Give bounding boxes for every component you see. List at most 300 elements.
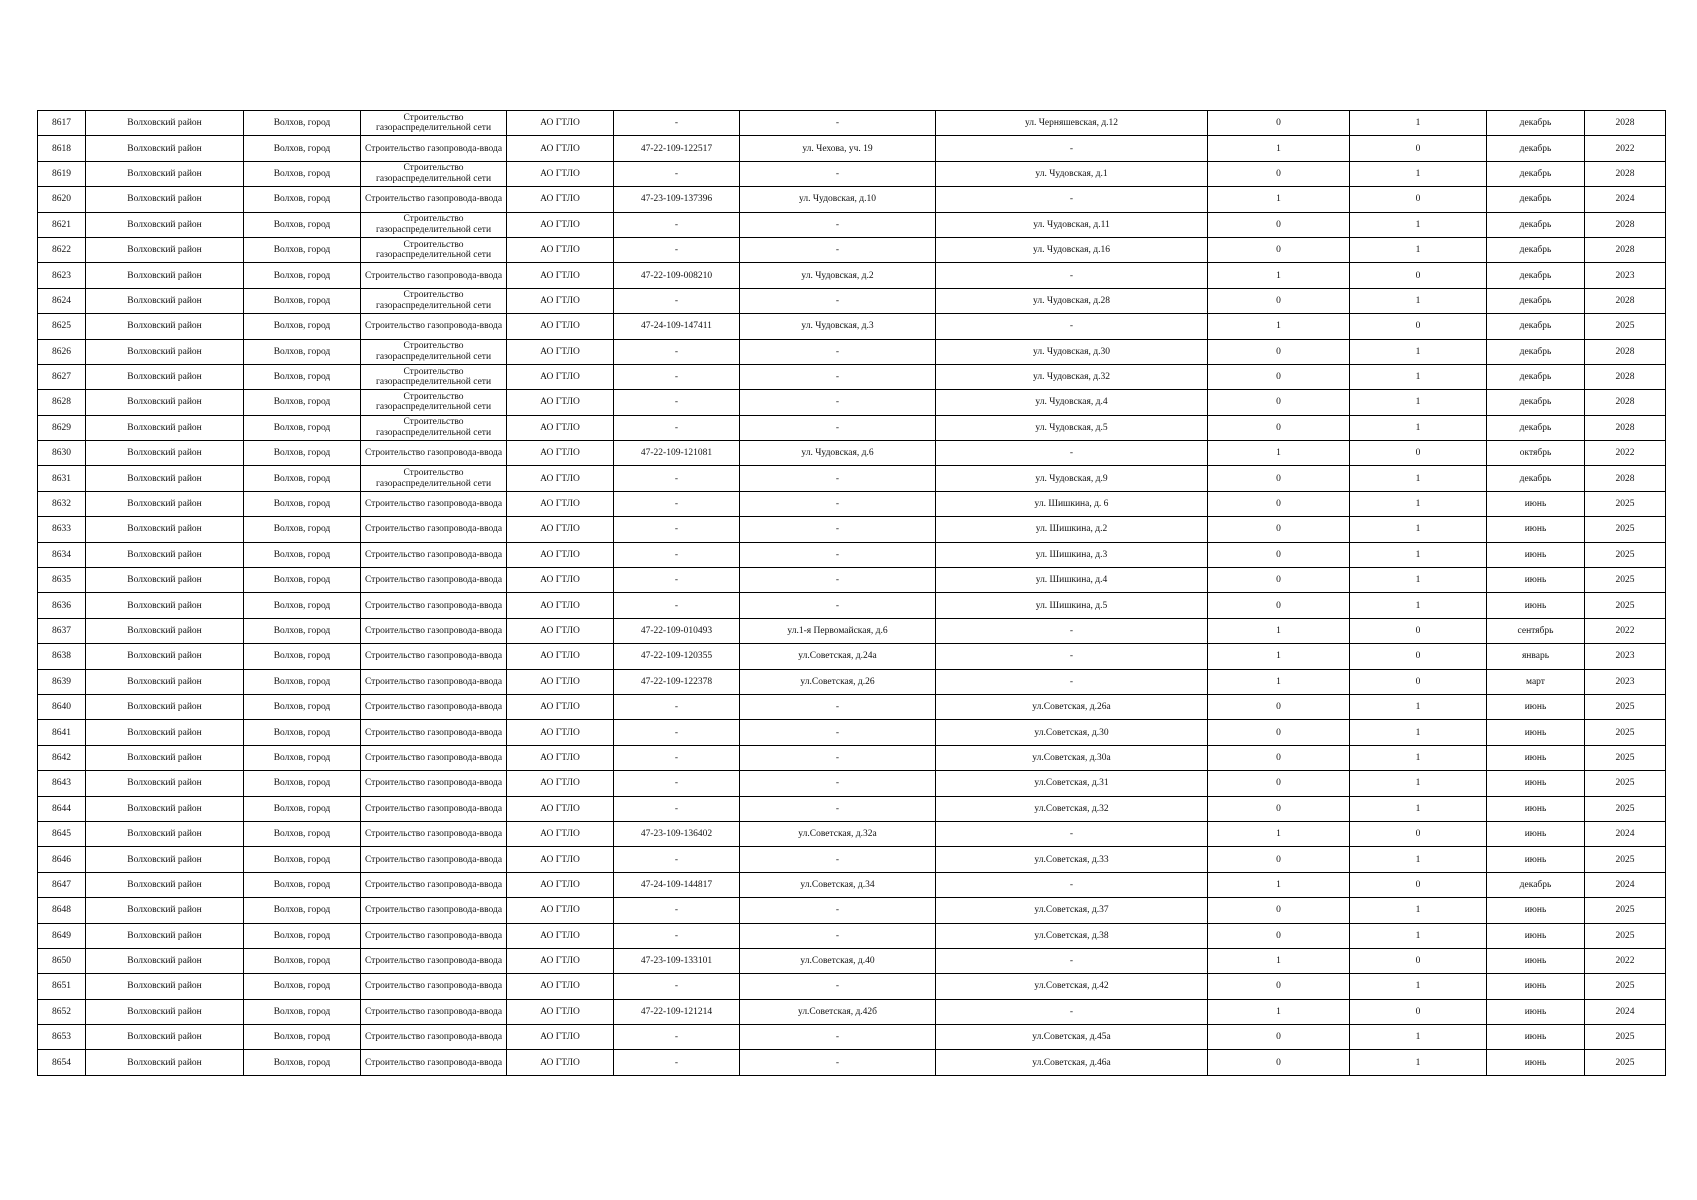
year-cell: 2024 (1585, 821, 1666, 846)
address-cell: - (740, 111, 936, 136)
row-number-cell: 8642 (38, 745, 86, 770)
count-planned-cell: 1 (1350, 390, 1487, 415)
planned-address-cell: - (936, 618, 1208, 643)
address-cell: - (740, 237, 936, 262)
planned-address-cell: ул.Советская, д.26а (936, 694, 1208, 719)
cadastral-number-cell: 47-23-109-133101 (614, 948, 740, 973)
address-cell: - (740, 796, 936, 821)
city-cell: Волхов, город (244, 263, 361, 288)
address-cell: - (740, 898, 936, 923)
cadastral-number-cell: - (614, 415, 740, 440)
organization-cell: АО ГТЛО (507, 568, 614, 593)
work-type-cell: Строительство газопровода-ввода (361, 999, 507, 1024)
address-cell: ул.Советская, д.40 (740, 948, 936, 973)
district-cell: Волховский район (86, 745, 244, 770)
address-cell: - (740, 491, 936, 516)
cadastral-number-cell: - (614, 517, 740, 542)
city-cell: Волхов, город (244, 111, 361, 136)
city-cell: Волхов, город (244, 187, 361, 212)
organization-cell: АО ГТЛО (507, 898, 614, 923)
planned-address-cell: ул.Советская, д.42 (936, 974, 1208, 999)
row-number-cell: 8638 (38, 644, 86, 669)
count-planned-cell: 0 (1350, 948, 1487, 973)
table-row (38, 1025, 1666, 1050)
district-cell: Волховский район (86, 948, 244, 973)
work-type-cell: Строительство газопровода-ввода (361, 948, 507, 973)
table-row (38, 694, 1666, 719)
district-cell: Волховский район (86, 237, 244, 262)
year-cell: 2028 (1585, 237, 1666, 262)
year-cell: 2025 (1585, 568, 1666, 593)
year-cell: 2028 (1585, 390, 1666, 415)
row-number-cell: 8631 (38, 466, 86, 491)
organization-cell: АО ГТЛО (507, 644, 614, 669)
planned-address-cell: - (936, 872, 1208, 897)
address-cell: ул. Чехова, уч. 19 (740, 136, 936, 161)
month-cell: декабрь (1487, 136, 1585, 161)
planned-address-cell: - (936, 263, 1208, 288)
month-cell: декабрь (1487, 364, 1585, 389)
month-cell: декабрь (1487, 237, 1585, 262)
planned-address-cell: ул. Чудовская, д.16 (936, 237, 1208, 262)
count-planned-cell: 1 (1350, 466, 1487, 491)
cadastral-number-cell: - (614, 161, 740, 186)
work-type-cell: Строительство газопровода-ввода (361, 796, 507, 821)
count-existing-cell: 0 (1208, 339, 1350, 364)
count-existing-cell: 0 (1208, 415, 1350, 440)
city-cell: Волхов, город (244, 923, 361, 948)
cadastral-number-cell: - (614, 364, 740, 389)
count-planned-cell: 1 (1350, 542, 1487, 567)
row-number-cell: 8650 (38, 948, 86, 973)
month-cell: март (1487, 669, 1585, 694)
work-type-cell: Строительство газопровода-ввода (361, 491, 507, 516)
address-cell: - (740, 542, 936, 567)
organization-cell: АО ГТЛО (507, 542, 614, 567)
count-existing-cell: 1 (1208, 618, 1350, 643)
district-cell: Волховский район (86, 644, 244, 669)
year-cell: 2024 (1585, 187, 1666, 212)
organization-cell: АО ГТЛО (507, 694, 614, 719)
address-cell: ул. Чудовская, д.10 (740, 187, 936, 212)
address-cell: - (740, 212, 936, 237)
planned-address-cell: ул.Советская, д.33 (936, 847, 1208, 872)
address-cell: - (740, 415, 936, 440)
year-cell: 2022 (1585, 136, 1666, 161)
organization-cell: АО ГТЛО (507, 948, 614, 973)
work-type-cell: Строительство газопровода-ввода (361, 720, 507, 745)
city-cell: Волхов, город (244, 847, 361, 872)
planned-address-cell: - (936, 187, 1208, 212)
row-number-cell: 8643 (38, 771, 86, 796)
table-row (38, 390, 1666, 415)
table-row (38, 441, 1666, 466)
city-cell: Волхов, город (244, 593, 361, 618)
organization-cell: АО ГТЛО (507, 263, 614, 288)
address-cell: - (740, 161, 936, 186)
count-planned-cell: 1 (1350, 568, 1487, 593)
count-planned-cell: 1 (1350, 212, 1487, 237)
month-cell: июнь (1487, 542, 1585, 567)
count-planned-cell: 1 (1350, 111, 1487, 136)
city-cell: Волхов, город (244, 1050, 361, 1075)
cadastral-number-cell: - (614, 390, 740, 415)
count-planned-cell: 1 (1350, 161, 1487, 186)
table-row (38, 263, 1666, 288)
organization-cell: АО ГТЛО (507, 212, 614, 237)
address-cell: ул. Чудовская, д.2 (740, 263, 936, 288)
count-planned-cell: 0 (1350, 999, 1487, 1024)
count-planned-cell: 1 (1350, 517, 1487, 542)
month-cell: июнь (1487, 974, 1585, 999)
month-cell: июнь (1487, 593, 1585, 618)
cadastral-number-cell: - (614, 339, 740, 364)
year-cell: 2025 (1585, 898, 1666, 923)
city-cell: Волхов, город (244, 1025, 361, 1050)
month-cell: декабрь (1487, 161, 1585, 186)
organization-cell: АО ГТЛО (507, 847, 614, 872)
row-number-cell: 8647 (38, 872, 86, 897)
address-cell: ул.Советская, д.32а (740, 821, 936, 846)
count-planned-cell: 1 (1350, 1025, 1487, 1050)
work-type-cell: Строительство газопровода-ввода (361, 872, 507, 897)
city-cell: Волхов, город (244, 872, 361, 897)
planned-address-cell: ул.Советская, д.45а (936, 1025, 1208, 1050)
cadastral-number-cell: 47-24-109-144817 (614, 872, 740, 897)
work-type-cell: Строительство газопровода-ввода (361, 923, 507, 948)
count-planned-cell: 1 (1350, 288, 1487, 313)
month-cell: декабрь (1487, 314, 1585, 339)
year-cell: 2022 (1585, 441, 1666, 466)
count-existing-cell: 0 (1208, 212, 1350, 237)
table-row (38, 669, 1666, 694)
district-cell: Волховский район (86, 339, 244, 364)
count-existing-cell: 0 (1208, 898, 1350, 923)
organization-cell: АО ГТЛО (507, 288, 614, 313)
cadastral-number-cell: 47-22-109-122517 (614, 136, 740, 161)
district-cell: Волховский район (86, 618, 244, 643)
cadastral-number-cell: 47-22-109-120355 (614, 644, 740, 669)
row-number-cell: 8635 (38, 568, 86, 593)
planned-address-cell: ул. Чудовская, д.28 (936, 288, 1208, 313)
count-existing-cell: 0 (1208, 1025, 1350, 1050)
count-planned-cell: 1 (1350, 923, 1487, 948)
city-cell: Волхов, город (244, 390, 361, 415)
city-cell: Волхов, город (244, 491, 361, 516)
row-number-cell: 8651 (38, 974, 86, 999)
address-cell: ул.Советская, д.26 (740, 669, 936, 694)
planned-address-cell: ул. Чудовская, д.30 (936, 339, 1208, 364)
year-cell: 2025 (1585, 720, 1666, 745)
year-cell: 2024 (1585, 999, 1666, 1024)
count-existing-cell: 0 (1208, 745, 1350, 770)
table-row (38, 847, 1666, 872)
year-cell: 2028 (1585, 415, 1666, 440)
cadastral-number-cell: 47-23-109-136402 (614, 821, 740, 846)
work-type-cell: Строительство газопровода-ввода (361, 314, 507, 339)
cadastral-number-cell: - (614, 237, 740, 262)
table-row (38, 314, 1666, 339)
row-number-cell: 8648 (38, 898, 86, 923)
work-type-cell: Строительство газораспределительной сети (361, 212, 507, 237)
month-cell: октябрь (1487, 441, 1585, 466)
table-row (38, 491, 1666, 516)
row-number-cell: 8637 (38, 618, 86, 643)
address-cell: - (740, 745, 936, 770)
count-planned-cell: 1 (1350, 415, 1487, 440)
count-planned-cell: 1 (1350, 771, 1487, 796)
row-number-cell: 8653 (38, 1025, 86, 1050)
count-existing-cell: 0 (1208, 568, 1350, 593)
table-row (38, 237, 1666, 262)
cadastral-number-cell: - (614, 111, 740, 136)
work-type-cell: Строительство газопровода-ввода (361, 771, 507, 796)
city-cell: Волхов, город (244, 441, 361, 466)
month-cell: декабрь (1487, 339, 1585, 364)
count-existing-cell: 0 (1208, 847, 1350, 872)
year-cell: 2025 (1585, 923, 1666, 948)
city-cell: Волхов, город (244, 771, 361, 796)
year-cell: 2028 (1585, 364, 1666, 389)
address-cell: ул.Советская, д.34 (740, 872, 936, 897)
cadastral-number-cell: - (614, 568, 740, 593)
year-cell: 2025 (1585, 491, 1666, 516)
count-planned-cell: 1 (1350, 339, 1487, 364)
table-row (38, 568, 1666, 593)
table-row (38, 339, 1666, 364)
table-row (38, 111, 1666, 136)
city-cell: Волхов, город (244, 821, 361, 846)
work-type-cell: Строительство газораспределительной сети (361, 111, 507, 136)
district-cell: Волховский район (86, 263, 244, 288)
address-cell: - (740, 466, 936, 491)
planned-address-cell: ул. Чудовская, д.1 (936, 161, 1208, 186)
organization-cell: АО ГТЛО (507, 339, 614, 364)
cadastral-number-cell: - (614, 593, 740, 618)
work-type-cell: Строительство газопровода-ввода (361, 517, 507, 542)
work-type-cell: Строительство газопровода-ввода (361, 618, 507, 643)
table-row (38, 720, 1666, 745)
count-planned-cell: 0 (1350, 644, 1487, 669)
city-cell: Волхов, город (244, 796, 361, 821)
organization-cell: АО ГТЛО (507, 390, 614, 415)
city-cell: Волхов, город (244, 466, 361, 491)
district-cell: Волховский район (86, 898, 244, 923)
year-cell: 2022 (1585, 618, 1666, 643)
year-cell: 2023 (1585, 644, 1666, 669)
cadastral-number-cell: - (614, 796, 740, 821)
planned-address-cell: - (936, 441, 1208, 466)
count-planned-cell: 0 (1350, 872, 1487, 897)
count-existing-cell: 0 (1208, 593, 1350, 618)
row-number-cell: 8622 (38, 237, 86, 262)
work-type-cell: Строительство газопровода-ввода (361, 745, 507, 770)
work-type-cell: Строительство газопровода-ввода (361, 644, 507, 669)
cadastral-number-cell: - (614, 745, 740, 770)
planned-address-cell: ул. Шишкина, д.5 (936, 593, 1208, 618)
row-number-cell: 8620 (38, 187, 86, 212)
month-cell: сентябрь (1487, 618, 1585, 643)
address-cell: - (740, 568, 936, 593)
planned-address-cell: - (936, 948, 1208, 973)
cadastral-number-cell: - (614, 212, 740, 237)
planned-address-cell: ул.Советская, д.30а (936, 745, 1208, 770)
count-planned-cell: 1 (1350, 593, 1487, 618)
city-cell: Волхов, город (244, 161, 361, 186)
work-type-cell: Строительство газопровода-ввода (361, 974, 507, 999)
city-cell: Волхов, город (244, 694, 361, 719)
district-cell: Волховский район (86, 872, 244, 897)
work-type-cell: Строительство газопровода-ввода (361, 593, 507, 618)
month-cell: июнь (1487, 771, 1585, 796)
address-cell: - (740, 517, 936, 542)
cadastral-number-cell: - (614, 923, 740, 948)
count-existing-cell: 1 (1208, 872, 1350, 897)
planned-address-cell: - (936, 821, 1208, 846)
planned-address-cell: ул. Чудовская, д.4 (936, 390, 1208, 415)
organization-cell: АО ГТЛО (507, 466, 614, 491)
district-cell: Волховский район (86, 288, 244, 313)
work-type-cell: Строительство газораспределительной сети (361, 237, 507, 262)
row-number-cell: 8636 (38, 593, 86, 618)
work-type-cell: Строительство газопровода-ввода (361, 847, 507, 872)
month-cell: декабрь (1487, 466, 1585, 491)
organization-cell: АО ГТЛО (507, 136, 614, 161)
count-existing-cell: 0 (1208, 542, 1350, 567)
city-cell: Волхов, город (244, 415, 361, 440)
district-cell: Волховский район (86, 161, 244, 186)
count-planned-cell: 0 (1350, 263, 1487, 288)
cadastral-number-cell: - (614, 898, 740, 923)
count-existing-cell: 0 (1208, 466, 1350, 491)
count-existing-cell: 0 (1208, 364, 1350, 389)
address-cell: - (740, 771, 936, 796)
year-cell: 2025 (1585, 771, 1666, 796)
count-existing-cell: 0 (1208, 161, 1350, 186)
row-number-cell: 8639 (38, 669, 86, 694)
count-existing-cell: 1 (1208, 187, 1350, 212)
year-cell: 2025 (1585, 847, 1666, 872)
row-number-cell: 8621 (38, 212, 86, 237)
city-cell: Волхов, город (244, 644, 361, 669)
district-cell: Волховский район (86, 796, 244, 821)
planned-address-cell: ул.Советская, д.32 (936, 796, 1208, 821)
month-cell: декабрь (1487, 263, 1585, 288)
cadastral-number-cell: - (614, 491, 740, 516)
count-existing-cell: 1 (1208, 263, 1350, 288)
year-cell: 2025 (1585, 593, 1666, 618)
work-type-cell: Строительство газораспределительной сети (361, 466, 507, 491)
count-existing-cell: 0 (1208, 1050, 1350, 1075)
district-cell: Волховский район (86, 441, 244, 466)
row-number-cell: 8644 (38, 796, 86, 821)
cadastral-number-cell: - (614, 720, 740, 745)
district-cell: Волховский район (86, 720, 244, 745)
table-row (38, 187, 1666, 212)
city-cell: Волхов, город (244, 288, 361, 313)
district-cell: Волховский район (86, 1050, 244, 1075)
month-cell: июнь (1487, 821, 1585, 846)
count-planned-cell: 1 (1350, 491, 1487, 516)
address-cell: ул.Советская, д.24а (740, 644, 936, 669)
month-cell: июнь (1487, 694, 1585, 719)
count-planned-cell: 0 (1350, 821, 1487, 846)
count-planned-cell: 1 (1350, 237, 1487, 262)
count-existing-cell: 0 (1208, 111, 1350, 136)
city-cell: Волхов, город (244, 364, 361, 389)
city-cell: Волхов, город (244, 720, 361, 745)
table-row (38, 136, 1666, 161)
month-cell: декабрь (1487, 288, 1585, 313)
organization-cell: АО ГТЛО (507, 669, 614, 694)
table-row (38, 644, 1666, 669)
cadastral-number-cell: - (614, 466, 740, 491)
cadastral-number-cell: - (614, 771, 740, 796)
work-type-cell: Строительство газопровода-ввода (361, 1050, 507, 1075)
table-row (38, 974, 1666, 999)
organization-cell: АО ГТЛО (507, 745, 614, 770)
table-row (38, 796, 1666, 821)
count-planned-cell: 0 (1350, 618, 1487, 643)
year-cell: 2022 (1585, 948, 1666, 973)
planned-address-cell: ул. Шишкина, д. 6 (936, 491, 1208, 516)
row-number-cell: 8624 (38, 288, 86, 313)
count-existing-cell: 0 (1208, 517, 1350, 542)
count-planned-cell: 0 (1350, 441, 1487, 466)
address-cell: - (740, 364, 936, 389)
month-cell: июнь (1487, 923, 1585, 948)
district-cell: Волховский район (86, 974, 244, 999)
work-type-cell: Строительство газопровода-ввода (361, 441, 507, 466)
count-existing-cell: 1 (1208, 999, 1350, 1024)
district-cell: Волховский район (86, 694, 244, 719)
table-row (38, 618, 1666, 643)
count-planned-cell: 1 (1350, 720, 1487, 745)
year-cell: 2028 (1585, 466, 1666, 491)
year-cell: 2028 (1585, 288, 1666, 313)
district-cell: Волховский район (86, 568, 244, 593)
gasification-table (37, 110, 1666, 1076)
month-cell: июнь (1487, 796, 1585, 821)
work-type-cell: Строительство газопровода-ввода (361, 568, 507, 593)
row-number-cell: 8641 (38, 720, 86, 745)
count-existing-cell: 1 (1208, 821, 1350, 846)
cadastral-number-cell: - (614, 1025, 740, 1050)
planned-address-cell: - (936, 999, 1208, 1024)
count-existing-cell: 1 (1208, 136, 1350, 161)
district-cell: Волховский район (86, 314, 244, 339)
work-type-cell: Строительство газораспределительной сети (361, 390, 507, 415)
count-planned-cell: 1 (1350, 694, 1487, 719)
year-cell: 2025 (1585, 745, 1666, 770)
city-cell: Волхов, город (244, 618, 361, 643)
row-number-cell: 8629 (38, 415, 86, 440)
district-cell: Волховский район (86, 542, 244, 567)
organization-cell: АО ГТЛО (507, 441, 614, 466)
month-cell: июнь (1487, 948, 1585, 973)
work-type-cell: Строительство газопровода-ввода (361, 821, 507, 846)
year-cell: 2025 (1585, 1025, 1666, 1050)
row-number-cell: 8619 (38, 161, 86, 186)
address-cell: - (740, 593, 936, 618)
city-cell: Волхов, город (244, 339, 361, 364)
row-number-cell: 8632 (38, 491, 86, 516)
work-type-cell: Строительство газопровода-ввода (361, 263, 507, 288)
year-cell: 2025 (1585, 517, 1666, 542)
count-existing-cell: 0 (1208, 923, 1350, 948)
work-type-cell: Строительство газораспределительной сети (361, 364, 507, 389)
planned-address-cell: ул.Советская, д.31 (936, 771, 1208, 796)
